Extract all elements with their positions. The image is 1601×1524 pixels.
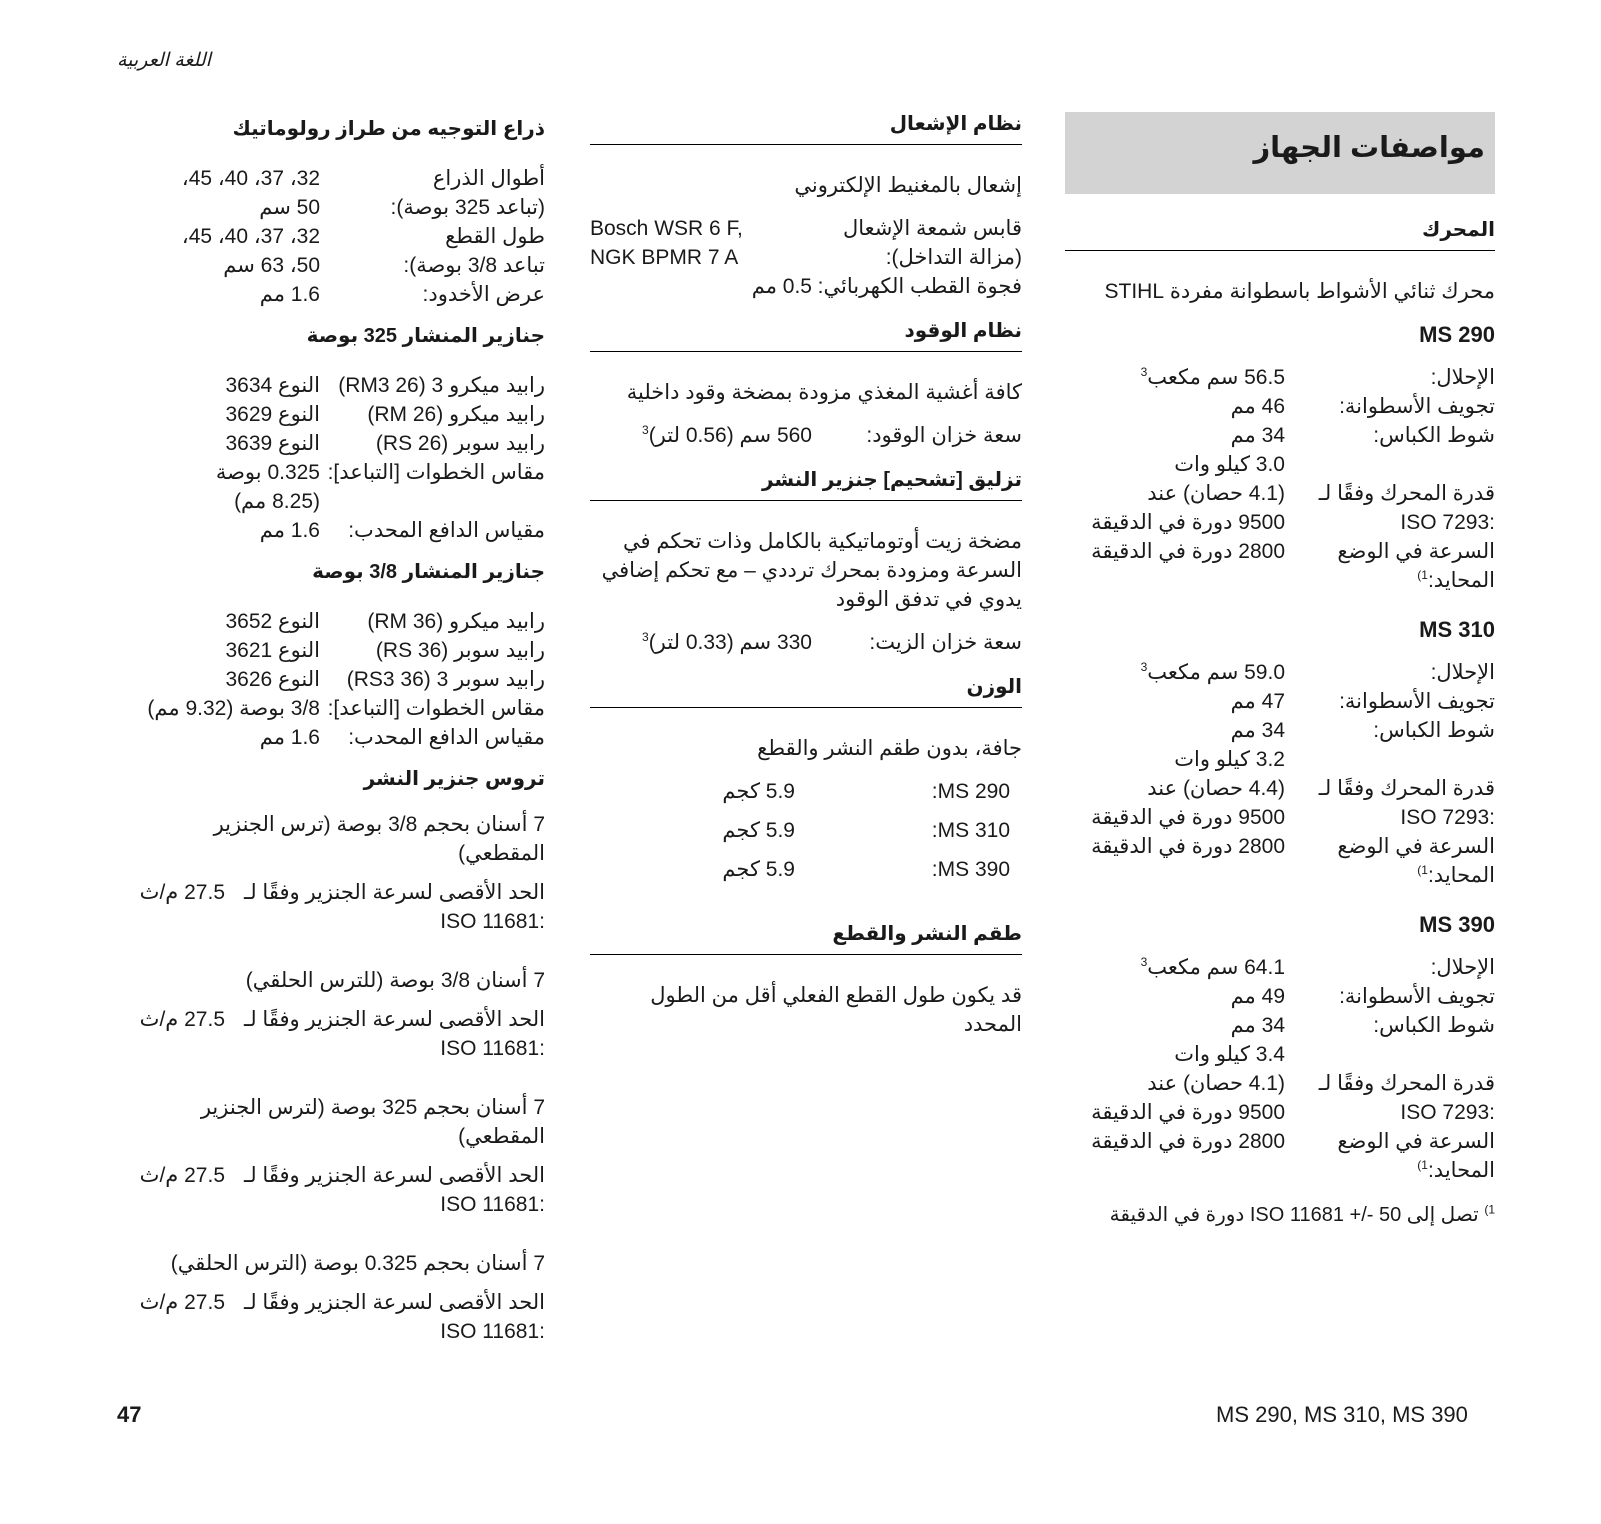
fuel-tank-label: سعة خزان الوقود: bbox=[866, 424, 1022, 447]
stroke-row bbox=[1065, 1011, 1495, 1040]
ignition-heading: نظام الإشعال bbox=[590, 112, 1022, 145]
fuel-tank-value: 560 سم (0.56 لتر)$^3$ bbox=[642, 423, 812, 447]
engine-intro: محرك ثنائي الأشواط باسطوانة مفردة STIHL bbox=[1104, 280, 1495, 303]
chain-325-row bbox=[130, 371, 545, 400]
weight-value: 5.9 كجم bbox=[722, 780, 795, 803]
chains-325-gauge-value: 1.6 مم bbox=[259, 519, 320, 542]
chain-325-row-label: رابيد ميكرو 3 (RM3 26) bbox=[338, 374, 545, 397]
pitch-38-row bbox=[130, 251, 545, 280]
power-kw-row bbox=[1065, 745, 1495, 774]
chains-325-gauge-label: مقياس الدافع المحدب: bbox=[348, 519, 545, 542]
power-row-label: قدرة المحرك وفقًا لـ bbox=[1318, 1072, 1495, 1095]
ignition-intro: إشعال بالمغنيط الإلكتروني bbox=[794, 174, 1022, 197]
fuel-tank-value-text: 560 سم (0.56 لتر) bbox=[648, 424, 812, 447]
power-kw-spacer bbox=[1285, 1040, 1495, 1069]
model-block bbox=[1065, 910, 1495, 1199]
displacement-row-value bbox=[1065, 953, 1285, 982]
iso-row-label: :ISO 7293 bbox=[1400, 806, 1495, 829]
sprocket-title: 7 أسنان بحجم 325 بوصة (لترس الجنزير المقطعي) bbox=[200, 1096, 545, 1148]
cutting-set-heading: طقم النشر والقطع bbox=[590, 922, 1022, 955]
chain-325-row-value: النوع 3629 bbox=[225, 403, 320, 426]
sprocket-speed-row bbox=[130, 878, 545, 907]
displacement-row-label: الإحلال: bbox=[1430, 366, 1495, 389]
fuel-tank-row bbox=[590, 421, 1022, 450]
sprocket-title: 7 أسنان بحجم 0.325 بوصة (الترس الحلقي) bbox=[170, 1252, 545, 1275]
superscript: 3 bbox=[1140, 660, 1148, 674]
oil-tank-label: سعة خزان الزيت: bbox=[869, 631, 1022, 654]
stroke-row-value: 34 مم bbox=[1230, 1014, 1285, 1037]
superscript: 3 bbox=[1140, 955, 1148, 969]
idle-row-2 bbox=[1065, 861, 1495, 890]
footnote-marker: 1) bbox=[1417, 1158, 1428, 1172]
idle-label-2-text: المحايد: bbox=[1427, 1159, 1495, 1182]
pitch-38-value: 50، 63 سم bbox=[223, 254, 320, 277]
chain-38-row bbox=[130, 723, 545, 752]
power-row bbox=[1065, 774, 1495, 803]
displacement-row bbox=[1065, 363, 1495, 392]
stroke-row-label: شوط الكباس: bbox=[1373, 719, 1495, 742]
weight-model-label: MS 290: bbox=[931, 780, 1010, 803]
chains-325-rows bbox=[130, 371, 545, 487]
cut-length-label: طول القطع bbox=[445, 225, 545, 248]
bar-lengths-label: أطوال الذراع bbox=[432, 167, 545, 190]
bore-row-value: 46 مم bbox=[1230, 395, 1285, 418]
bore-row bbox=[1065, 982, 1495, 1011]
weight-row bbox=[590, 777, 1022, 806]
title-box bbox=[1065, 112, 1495, 194]
power-kw-value: 3.0 كيلو وات bbox=[1174, 453, 1285, 476]
pitch-325-label: (تباعد 325 بوصة): bbox=[390, 196, 545, 219]
idle-row-2 bbox=[1065, 566, 1495, 595]
bore-row-label: تجويف الأسطوانة: bbox=[1339, 985, 1495, 1008]
groove-label: عرض الأخدود: bbox=[422, 283, 545, 306]
chain-38-row-value: 1.6 مم bbox=[259, 726, 320, 749]
idle-row-value: 2800 دورة في الدقيقة bbox=[1091, 835, 1285, 858]
chain-325-row-label: رابيد ميكرو (RM 26) bbox=[367, 403, 545, 426]
chains-325-gauge-row bbox=[130, 516, 545, 545]
model-heading: MS 290 bbox=[1419, 322, 1495, 347]
chain-38-row-value: النوع 3626 bbox=[225, 668, 320, 691]
chains-325-pitch-extra-row bbox=[130, 487, 545, 516]
weight-value: 5.9 كجم bbox=[722, 858, 795, 881]
fuel-heading: نظام الوقود bbox=[590, 319, 1022, 352]
oil-tank-value-text: 330 سم (0.33 لتر) bbox=[648, 631, 812, 654]
power-row-value: (4.1 حصان) عند bbox=[1147, 482, 1285, 505]
chain-38-row-value: النوع 3652 bbox=[225, 610, 320, 633]
electrode-gap-value: 0.5 مم bbox=[751, 275, 812, 298]
sprocket-speed-row-label: الحد الأقصى لسرعة الجنزير وفقًا لـ bbox=[244, 1164, 545, 1187]
power-row-value: (4.1 حصان) عند bbox=[1147, 1072, 1285, 1095]
chain-325-row-value: النوع 3634 bbox=[225, 374, 320, 397]
power-row bbox=[1065, 1069, 1495, 1098]
groove-row bbox=[130, 280, 545, 309]
page-number: 47 bbox=[117, 1402, 142, 1427]
footnote-marker: 1) bbox=[1417, 568, 1428, 582]
engine-column bbox=[1065, 112, 1495, 1230]
idle-row bbox=[1065, 537, 1495, 566]
displacement-row-value-text: 59.0 سم مكعب bbox=[1147, 661, 1285, 684]
electrode-gap-label: فجوة القطب الكهربائي: bbox=[817, 275, 1022, 298]
cutting-set-intro: قد يكون طول القطع الفعلي أقل من الطول المحدد bbox=[650, 984, 1022, 1036]
power-row bbox=[1065, 479, 1495, 508]
oil-tank-value: 330 سم (0.33 لتر)$^3$ bbox=[642, 630, 812, 654]
stroke-row-label: شوط الكباس: bbox=[1373, 424, 1495, 447]
lubrication-heading: تزليق [تشحيم] جنزير النشر bbox=[590, 468, 1022, 501]
power-kw-value: 3.2 كيلو وات bbox=[1174, 748, 1285, 771]
lubrication-intro: مضخة زيت أوتوماتيكية بالكامل وذات تحكم في السرعة ومزودة بمحرك ترددي – مع تحكم إضافي يدوي في تدفق الوقود bbox=[601, 530, 1022, 611]
chain-38-row-value: النوع 3621 bbox=[225, 639, 320, 662]
bore-row bbox=[1065, 687, 1495, 716]
sprocket-iso: :ISO 11681 bbox=[440, 910, 545, 933]
sprocket-item bbox=[130, 966, 545, 1063]
weight-row bbox=[590, 816, 1022, 845]
pitch-38-label: تباعد 3/8 بوصة): bbox=[403, 254, 545, 277]
bore-row-value: 49 مم bbox=[1230, 985, 1285, 1008]
engine-heading: المحرك bbox=[1065, 218, 1495, 251]
model-heading: MS 310 bbox=[1419, 617, 1495, 642]
footnote-marker: 1) bbox=[1417, 863, 1428, 877]
chain-325-row-label: مقاس الخطوات [التباعد]: bbox=[327, 461, 545, 484]
spark-plug-row bbox=[590, 214, 1022, 272]
chain-38-row-label: مقياس الدافع المحدب: bbox=[348, 726, 545, 749]
oil-tank-row bbox=[590, 628, 1022, 657]
pitch-325-row bbox=[130, 193, 545, 222]
displacement-row-value-text: 64.1 سم مكعب bbox=[1147, 956, 1285, 979]
idle-label-2-text: المحايد: bbox=[1427, 864, 1495, 887]
iso-row-value: 9500 دورة في الدقيقة bbox=[1091, 806, 1285, 829]
sprocket-item bbox=[130, 810, 545, 936]
pitch-325-value: 50 سم bbox=[259, 196, 320, 219]
bore-row-label: تجويف الأسطوانة: bbox=[1339, 395, 1495, 418]
displacement-row bbox=[1065, 658, 1495, 687]
idle-row-2 bbox=[1065, 1156, 1495, 1185]
electrode-gap-row bbox=[590, 272, 1022, 301]
engine-footnote: $^{1)}$ تصل إلى 50 -/+ ISO 11681 دورة في الدقيقة bbox=[1109, 1202, 1495, 1226]
iso-row-value: 9500 دورة في الدقيقة bbox=[1091, 1101, 1285, 1124]
bar-lengths-value: 32، 37، 40، 45، bbox=[181, 167, 320, 190]
fuel-intro: كافة أغشية المغذي مزودة بمضخة وقود داخلية bbox=[626, 381, 1022, 404]
weight-intro: جافة، بدون طقم النشر والقطع bbox=[757, 737, 1022, 760]
spark-plug-label: قابس شمعة الإشعال (مزالة التداخل): bbox=[842, 217, 1022, 269]
sprockets-heading: تروس جنزير النشر bbox=[363, 768, 545, 790]
iso-row bbox=[1065, 508, 1495, 537]
chain-38-row bbox=[130, 607, 545, 636]
sprocket-iso: :ISO 11681 bbox=[440, 1037, 545, 1060]
iso-row bbox=[1065, 1098, 1495, 1127]
language-label: اللغة العربية bbox=[117, 50, 211, 71]
stroke-row bbox=[1065, 421, 1495, 450]
chain-38-row bbox=[130, 665, 545, 694]
power-kw-row bbox=[1065, 1040, 1495, 1069]
idle-row-label: السرعة في الوضع bbox=[1337, 835, 1495, 858]
footer-models: MS 290, MS 310, MS 390 bbox=[1216, 1402, 1468, 1427]
power-kw-value: 3.4 كيلو وات bbox=[1174, 1043, 1285, 1066]
idle-row-value: 2800 دورة في الدقيقة bbox=[1091, 1130, 1285, 1153]
power-kw-spacer bbox=[1285, 745, 1495, 774]
power-row-label: قدرة المحرك وفقًا لـ bbox=[1318, 777, 1495, 800]
sprocket-speed-row-value: 27.5 م/ث bbox=[139, 1164, 225, 1187]
chain-38-row-label: رابيد ميكرو (RM 36) bbox=[367, 610, 545, 633]
weight-heading: الوزن bbox=[590, 675, 1022, 708]
sprocket-iso: :ISO 11681 bbox=[440, 1320, 545, 1343]
displacement-row-value bbox=[1065, 363, 1285, 392]
power-row-label: قدرة المحرك وفقًا لـ bbox=[1318, 482, 1495, 505]
model-block bbox=[1065, 615, 1495, 904]
chain-325-row bbox=[130, 429, 545, 458]
power-kw-row bbox=[1065, 450, 1495, 479]
spacer bbox=[1065, 595, 1495, 609]
model-heading: MS 390 bbox=[1419, 912, 1495, 937]
bore-row-value: 47 مم bbox=[1230, 690, 1285, 713]
spacer bbox=[1065, 890, 1495, 904]
sprocket-speed-row-value: 27.5 م/ث bbox=[139, 1291, 225, 1314]
stroke-row bbox=[1065, 716, 1495, 745]
sprocket-iso: :ISO 11681 bbox=[440, 1193, 545, 1216]
sprocket-title: 7 أسنان بحجم 3/8 بوصة (ترس الجنزير المقطعي) bbox=[213, 813, 545, 865]
accessories-column bbox=[130, 112, 545, 1346]
guide-bars-heading: ذراع التوجيه من طراز رولوماتيك bbox=[232, 118, 545, 140]
weight-model-label: MS 390: bbox=[931, 858, 1010, 881]
idle-row-value: 2800 دورة في الدقيقة bbox=[1091, 540, 1285, 563]
spark-plug-value bbox=[590, 214, 812, 272]
sprocket-speed-row-label: الحد الأقصى لسرعة الجنزير وفقًا لـ bbox=[244, 1008, 545, 1031]
spark-plug-value-1: Bosch WSR 6 F, bbox=[590, 217, 743, 240]
footnote-text: تصل إلى 50 -/+ ISO 11681 دورة في الدقيقة bbox=[1109, 1204, 1479, 1226]
model-block bbox=[1065, 320, 1495, 609]
chain-38-row-label: مقاس الخطوات [التباعد]: bbox=[327, 697, 545, 720]
idle-row-label: السرعة في الوضع bbox=[1337, 1130, 1495, 1153]
displacement-row-label: الإحلال: bbox=[1430, 956, 1495, 979]
page-title: مواصفات الجهاز bbox=[1253, 132, 1485, 164]
groove-value: 1.6 مم bbox=[259, 283, 320, 306]
chains-325-pitch-extra: (8.25 مم) bbox=[234, 490, 320, 513]
chain-325-row bbox=[130, 400, 545, 429]
displacement-row bbox=[1065, 953, 1495, 982]
chain-38-row bbox=[130, 636, 545, 665]
sprocket-speed-row bbox=[130, 1161, 545, 1190]
superscript: 3 bbox=[1140, 365, 1148, 379]
sprocket-speed-row-label: الحد الأقصى لسرعة الجنزير وفقًا لـ bbox=[244, 881, 545, 904]
idle-row bbox=[1065, 832, 1495, 861]
chain-325-row-value: النوع 3639 bbox=[225, 432, 320, 455]
spark-plug-value-2: NGK BPMR 7 A bbox=[590, 246, 739, 269]
displacement-row-label: الإحلال: bbox=[1430, 661, 1495, 684]
chains-38-rows bbox=[130, 607, 545, 752]
bore-row-label: تجويف الأسطوانة: bbox=[1339, 690, 1495, 713]
displacement-row-value bbox=[1065, 658, 1285, 687]
chain-38-row bbox=[130, 694, 545, 723]
chains-325-heading: جنازير المنشار 325 بوصة bbox=[306, 325, 545, 347]
chain-38-row-label: رابيد سوبر (RS 36) bbox=[375, 639, 545, 662]
weight-value: 5.9 كجم bbox=[722, 819, 795, 842]
idle-label-2 bbox=[1285, 1156, 1495, 1185]
sprocket-speed-row bbox=[130, 1288, 545, 1317]
sprocket-speed-row bbox=[130, 1005, 545, 1034]
sprocket-items bbox=[130, 810, 545, 1346]
chains-38-heading: جنازير المنشار 3/8 بوصة bbox=[312, 561, 545, 583]
stroke-row-label: شوط الكباس: bbox=[1373, 1014, 1495, 1037]
chain-325-row-label: رابيد سوبر (RS 26) bbox=[375, 432, 545, 455]
cut-length-row bbox=[130, 222, 545, 251]
sprocket-item bbox=[130, 1249, 545, 1346]
weight-rows bbox=[590, 777, 1022, 884]
engine-models bbox=[1065, 320, 1495, 1199]
iso-row bbox=[1065, 803, 1495, 832]
power-row-value: (4.4 حصان) عند bbox=[1147, 777, 1285, 800]
idle-label-2 bbox=[1285, 861, 1495, 890]
idle-label-2 bbox=[1285, 566, 1495, 595]
spacer bbox=[1065, 1185, 1495, 1199]
stroke-row-value: 34 مم bbox=[1230, 719, 1285, 742]
weight-model-label: MS 310: bbox=[931, 819, 1010, 842]
sprocket-speed-row-label: الحد الأقصى لسرعة الجنزير وفقًا لـ bbox=[244, 1291, 545, 1314]
sprocket-item bbox=[130, 1093, 545, 1219]
power-kw-spacer bbox=[1285, 450, 1495, 479]
chain-38-row-value: 3/8 بوصة (9.32 مم) bbox=[147, 697, 320, 720]
chain-325-row bbox=[130, 458, 545, 487]
stroke-row-value: 34 مم bbox=[1230, 424, 1285, 447]
sprocket-speed-row-value: 27.5 م/ث bbox=[139, 1008, 225, 1031]
displacement-row-value-text: 56.5 سم مكعب bbox=[1147, 366, 1285, 389]
bar-lengths-row bbox=[130, 164, 545, 193]
iso-row-label: :ISO 7293 bbox=[1400, 1101, 1495, 1124]
sprocket-title: 7 أسنان 3/8 بوصة (للترس الحلقي) bbox=[245, 969, 545, 992]
weight-row bbox=[590, 855, 1022, 884]
chain-325-row-value: 0.325 بوصة bbox=[215, 461, 320, 484]
sprocket-speed-row-value: 27.5 م/ث bbox=[139, 881, 225, 904]
iso-row-label: :ISO 7293 bbox=[1400, 511, 1495, 534]
iso-row-value: 9500 دورة في الدقيقة bbox=[1091, 511, 1285, 534]
idle-row bbox=[1065, 1127, 1495, 1156]
cut-length-value: 32، 37، 40، 45، bbox=[181, 225, 320, 248]
idle-row-label: السرعة في الوضع bbox=[1337, 540, 1495, 563]
middle-column bbox=[590, 112, 1022, 1053]
chain-38-row-label: رابيد سوبر 3 (RS3 36) bbox=[346, 668, 545, 691]
bore-row bbox=[1065, 392, 1495, 421]
idle-label-2-text: المحايد: bbox=[1427, 569, 1495, 592]
